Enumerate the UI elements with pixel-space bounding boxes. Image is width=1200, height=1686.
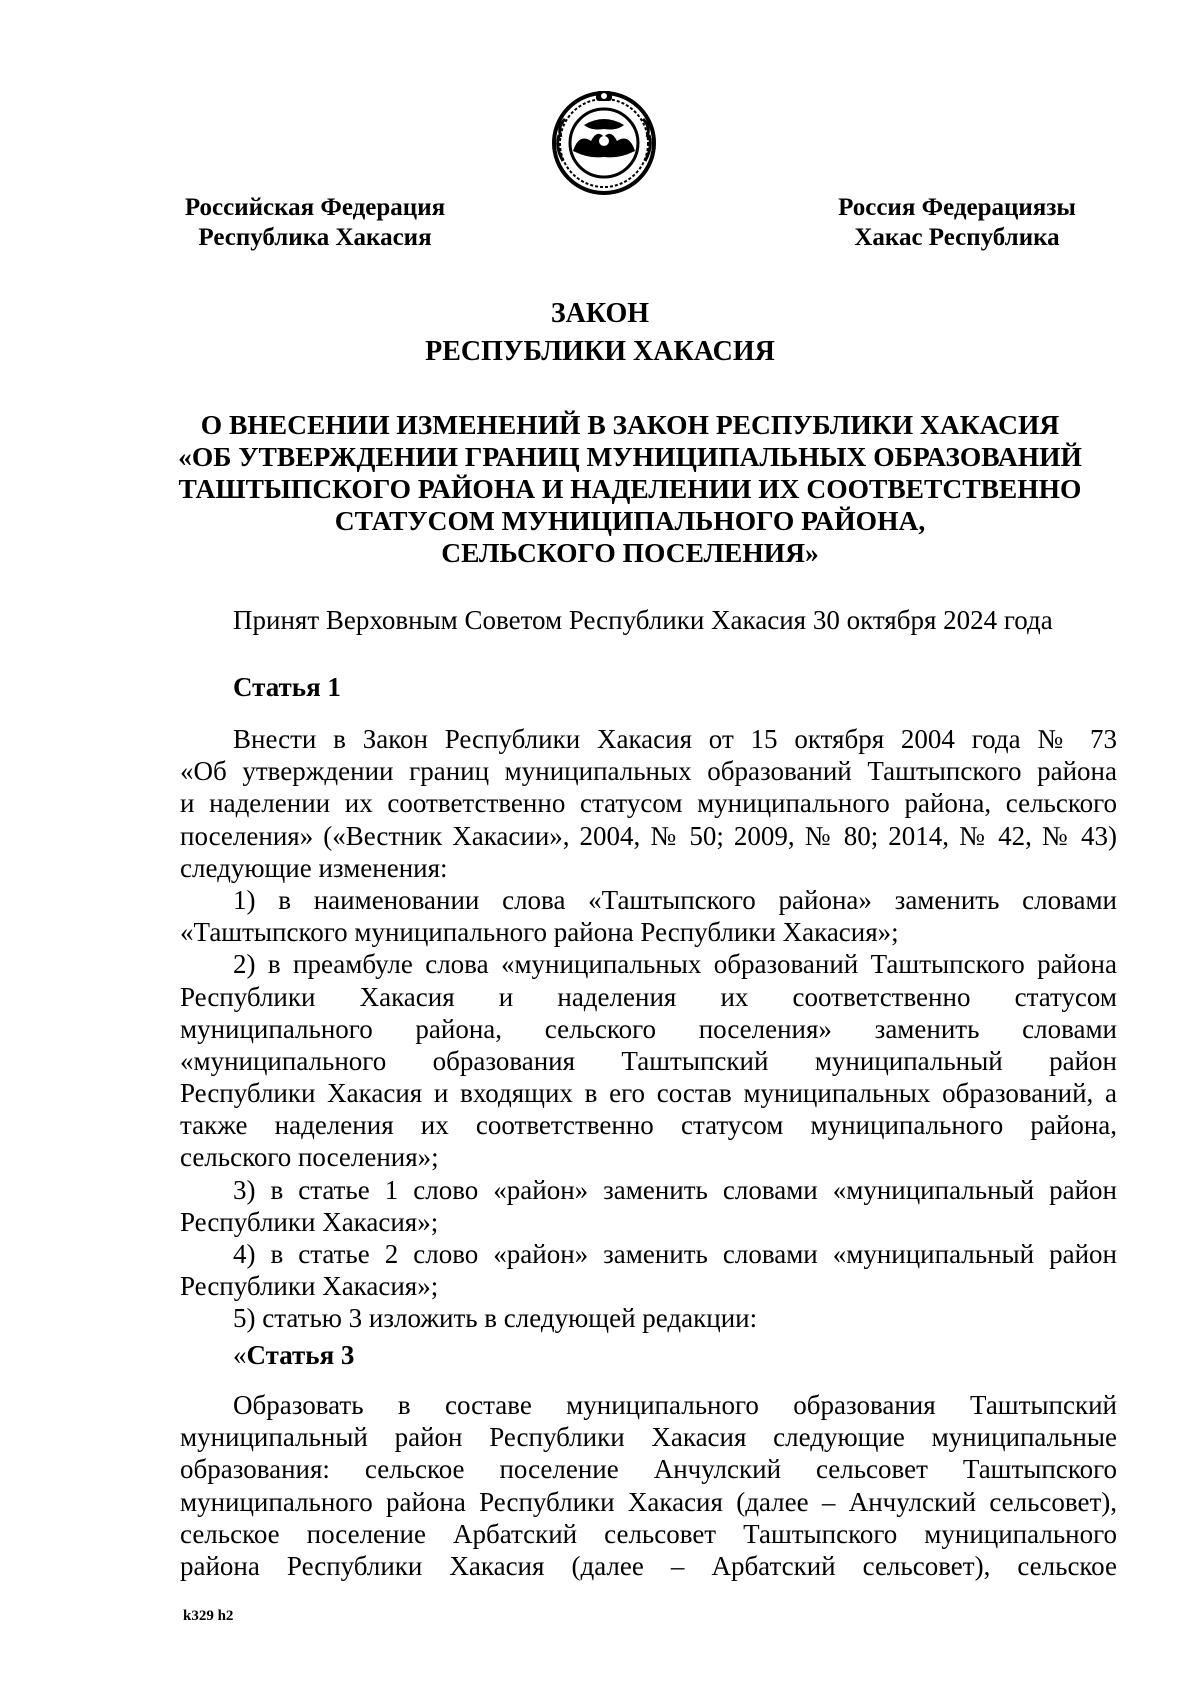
- article-3-body: [180, 1389, 1117, 1582]
- law-heading-line: «ОБ УТВЕРЖДЕНИИ ГРАНИЦ МУНИЦИПАЛЬНЫХ ОБРАЗОВАНИЙ: [178, 441, 1082, 472]
- law-heading-line: О ВНЕСЕНИИ ИЗМЕНЕНИЙ В ЗАКОН РЕСПУБЛИКИ ХАКАСИЯ: [200, 409, 1060, 440]
- paragraph-line: Республики Хакасия»;: [180, 1206, 439, 1237]
- law-title: ЗАКОН: [550, 298, 650, 329]
- paragraph-line: «Об утверждении границ муниципальных образований Таштыпского района: [180, 756, 1117, 787]
- paragraph-line: Республики Хакасия и наделения их соответственно статусом: [180, 981, 1117, 1012]
- header-left-line2: Республика Хакасия: [198, 224, 432, 251]
- header-right-line1: Россия Федерациязы: [838, 194, 1076, 221]
- paragraph-line: Республики Хакасия»;: [180, 1271, 439, 1302]
- khakassia-coat-of-arms-icon: [549, 85, 659, 195]
- article-3-title-text: Статья 3: [246, 1340, 355, 1370]
- paragraph-line: следующие изменения:: [180, 852, 448, 883]
- paragraph-line: Республики Хакасия и входящих в его состав муниципальных образований, а: [180, 1078, 1117, 1109]
- paragraph-line: 4) в статье 2 слово «район» заменить словами «муниципальный район: [233, 1239, 1117, 1269]
- paragraph-line: «муниципального образования Таштыпский муниципальный район: [180, 1045, 1117, 1076]
- header-right: [812, 193, 1102, 253]
- document-code: k329 h2: [183, 1608, 234, 1624]
- paragraph-line: района Республики Хакасия (далее – Арбатский сельсовет), сельское: [180, 1550, 1117, 1581]
- header-left: [150, 193, 480, 253]
- article-1-title: Статья 1: [233, 672, 341, 702]
- paragraph-line: 5) статью 3 изложить в следующей редакции:: [233, 1303, 758, 1334]
- paragraph-line: «Таштыпского муниципального района Республики Хакасия»;: [180, 917, 899, 948]
- law-heading: [150, 409, 1110, 569]
- paragraph-line: Образовать в составе муниципального образования Таштыпский: [233, 1390, 1117, 1420]
- paragraph-line: 3) в статье 1 слово «район» заменить словами «муниципальный район: [233, 1174, 1117, 1205]
- paragraph-line: 2) в преамбуле слова «муниципальных образований Таштыпского района: [233, 949, 1117, 980]
- paragraph-line: 1) в наименовании слова «Таштыпского района» заменить словами: [233, 884, 1117, 915]
- paragraph-line: муниципального района Республики Хакасия (далее – Анчулский сельсовет),: [180, 1486, 1117, 1517]
- law-heading-line: СТАТУСОМ МУНИЦИПАЛЬНОГО РАЙОНА,: [334, 505, 926, 536]
- paragraph-line: также наделения их соответственно статусом муниципального района,: [180, 1110, 1117, 1141]
- paragraph-line: муниципальный район Республики Хакасия следующие муниципальные: [180, 1422, 1117, 1453]
- article-3-title: [233, 1339, 354, 1371]
- header-right-line2: Хакас Республика: [854, 224, 1060, 251]
- law-heading-line: ТАШТЫПСКОГО РАЙОНА И НАДЕЛЕНИИ ИХ СООТВЕТСТВЕННО: [178, 473, 1082, 504]
- paragraph-line: и наделении их соответственно статусом муниципального района, сельского: [180, 788, 1117, 819]
- article-1-body: [180, 723, 1117, 1335]
- header-left-line1: Российская Федерация: [184, 194, 446, 221]
- law-heading-line: СЕЛЬСКОГО ПОСЕЛЕНИЯ»: [441, 537, 819, 568]
- law-subtitle: РЕСПУБЛИКИ ХАКАСИЯ: [425, 336, 775, 367]
- paragraph-line: муниципального района, сельского поселения» заменить словами: [180, 1013, 1117, 1044]
- paragraph-line: поселения» («Вестник Хакасии», 2004, № 50; 2009, № 80; 2014, № 42, № 43): [180, 820, 1117, 851]
- paragraph-line: сельского поселения»;: [180, 1142, 439, 1173]
- adoption-note: Принят Верховным Советом Республики Хакасия 30 октября 2024 года: [233, 605, 1053, 635]
- paragraph-line: Внести в Закон Республики Хакасия от 15 октября 2004 года № 73: [233, 724, 1117, 754]
- paragraph-line: образования: сельское поселение Анчулский сельсовет Таштыпского: [180, 1454, 1117, 1485]
- open-quote: «: [233, 1340, 247, 1370]
- paragraph-line: сельское поселение Арбатский сельсовет Таштыпского муниципального: [180, 1518, 1117, 1549]
